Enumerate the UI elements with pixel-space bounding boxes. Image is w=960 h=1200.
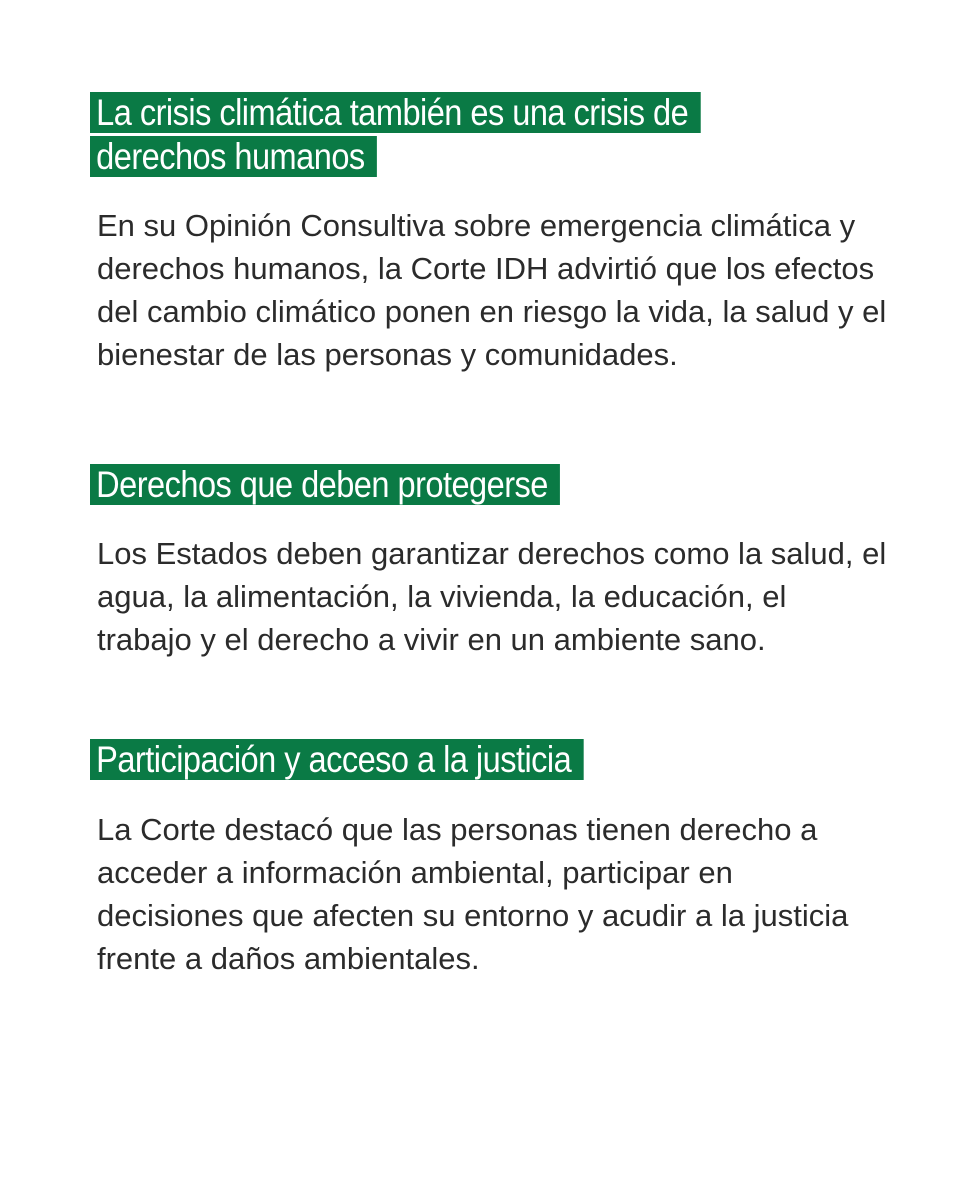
- heading-highlight: Derechos que deben protegerse: [90, 464, 560, 505]
- heading-highlight-line2: derechos humanos: [90, 136, 377, 177]
- section-heading-rights: [90, 463, 706, 507]
- heading-highlight-line1: La crisis climática también es una crisis de: [90, 92, 701, 133]
- section-heading-participation: [90, 738, 706, 782]
- heading-highlight: Participación y acceso a la justicia: [90, 739, 584, 780]
- section-body-participation: La Corte destacó que las personas tienen derecho a acceder a información ambiental, participar en decisiones que afecten su entorno y acudir a la justicia frente a daños ambientales.: [97, 812, 849, 976]
- section-body-climate-crisis: En su Opinión Consultiva sobre emergencia climática y derechos humanos, la Corte IDH advirtió que los efectos del cambio climático ponen en riesgo la vida, la salud y el bienestar de las personas y comunidades.: [97, 208, 887, 372]
- section-heading-climate-crisis: [90, 91, 785, 179]
- section-body-rights: Los Estados deben garantizar derechos como la salud, el agua, la alimentación, la vivienda, la educación, el trabajo y el derecho a vivir en un ambiente sano.: [97, 536, 887, 657]
